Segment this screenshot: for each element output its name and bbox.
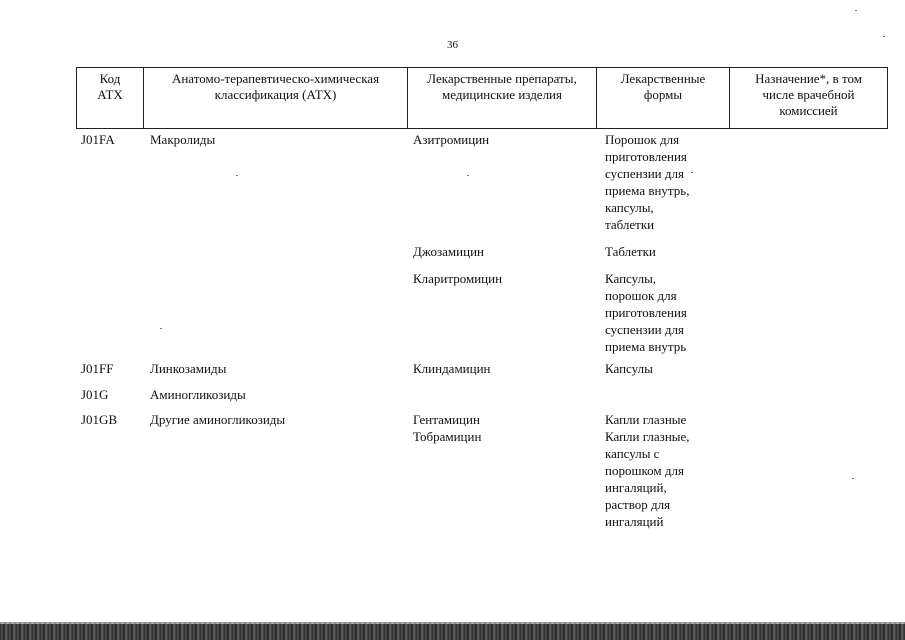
dosage-form: Порошок для приготовления суспензии для приема внутрь, капсулы, таблетки: [605, 132, 690, 232]
drug-name: Джозамицин: [413, 244, 484, 259]
header-atc-classification: Анатомо-терапевтическо-химическая классификация (АТХ): [144, 68, 408, 128]
scan-speck: [236, 175, 238, 176]
drug-name: Гентамицин Тобрамицин: [413, 412, 482, 444]
dosage-form: Капсулы: [605, 361, 653, 376]
header-atc-code: Код АТХ: [77, 68, 144, 128]
drug-name: Азитромицин: [413, 132, 490, 147]
drug-name: Кларитромицин: [413, 271, 503, 286]
dosage-form: Таблетки: [605, 244, 656, 259]
scan-speck: [855, 10, 857, 11]
scan-speck: [160, 328, 162, 329]
header-dosage-forms: Лекарственные формы: [597, 68, 730, 128]
atc-code: J01FF: [81, 361, 114, 376]
drug-name: Клиндамицин: [413, 361, 491, 376]
scan-speck: [883, 36, 885, 37]
scan-speck: [691, 172, 693, 173]
scan-speck: [852, 478, 854, 479]
atc-classification: Макролиды: [150, 132, 216, 147]
dosage-form: Капли глазные Капли глазные, капсулы с порошком для ингаляций, раствор для ингаляций: [605, 412, 690, 529]
scan-border: [0, 624, 905, 640]
atc-code: J01GB: [81, 412, 118, 427]
atc-classification: Другие аминогликозиды: [150, 412, 286, 427]
header-purpose: Назначение*, в том числе врачебной комиссией: [755, 71, 862, 118]
atc-classification: Аминогликозиды: [150, 387, 246, 402]
atc-code: J01FA: [81, 132, 115, 147]
page-number: 36: [447, 39, 458, 51]
dosage-form: Капсулы, порошок для приготовления суспензии для приема внутрь: [605, 271, 687, 354]
atc-code: J01G: [81, 387, 109, 402]
header-drugs: Лекарственные препараты, медицинские изделия: [408, 68, 597, 128]
atc-classification: Линкозамиды: [150, 361, 227, 376]
scan-speck: [467, 175, 469, 176]
table-header: [76, 67, 888, 129]
